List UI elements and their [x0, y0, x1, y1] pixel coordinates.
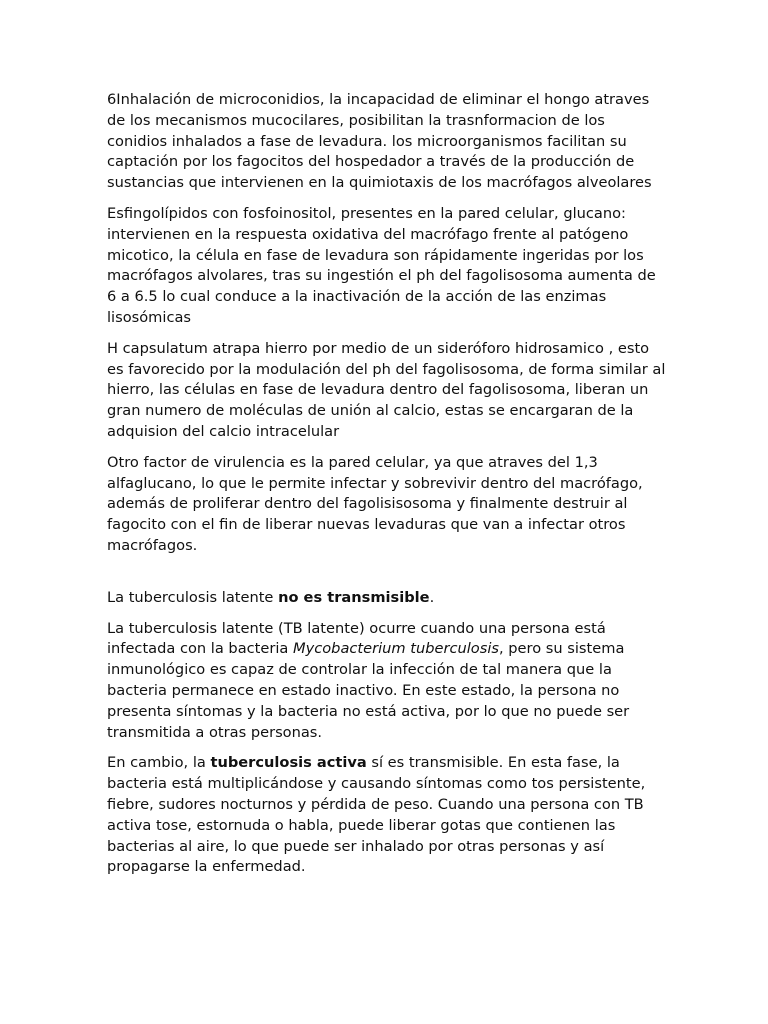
- active-tb-intro: En cambio, la: [107, 754, 211, 772]
- paragraph-cell-wall-virulence: Otro factor de virulencia es la pared celular, ya que atraves del 1,3 alfaglucano, lo que le permite infectar y sobrevivir dentro del macrófago, además de proliferar dentro del fagolisisosoma y finalmente destruir al fagocito con el fin de liberar nuevas levaduras que van a infectar otros macrófagos.: [107, 453, 643, 554]
- paragraph-histoplasma-inhalation: 6Inhalación de microconidios, la incapacidad de eliminar el hongo atraves de los mecanismos mucocilares, posibilitan la trasnformacion de los conidios inhalados a fase de levadura. los microorganismos facilitan su captación por los fagocitos del hospedador a través de la producción de sustancias que intervienen en la quimiotaxis de los macrófagos alveolares: [107, 91, 652, 192]
- active-tb-emphasis: tuberculosis activa: [210, 754, 367, 772]
- paragraph-sphingolipids: Esfingolípidos con fosfoinositol, presentes en la pared celular, glucano: intervienen en la respuesta oxidativa del macrófago frente al patógeno micotico, la célula en fase de levadura son rápidamente ingeridas por los macrófagos alvolares, tras su ingestión el ph del fagolisosoma aumenta de 6 a 6.5 lo cual conduce a la inactivación de la acción de las enzimas lisosómicas: [107, 204, 656, 326]
- paragraph-latent-tb-explanation: [107, 619, 667, 744]
- latent-tb-rest: , pero su sistema inmunológico es capaz de controlar la infección de tal manera que la bacteria permanece en estado inactivo. En este estado, la persona no presenta síntomas y la bacteria no está activa, por lo que no puede ser transmitida a otras personas.: [107, 640, 630, 741]
- bacteria-species-name: Mycobacterium tuberculosis: [293, 640, 500, 658]
- latent-tb-period: .: [429, 588, 435, 606]
- document-body: [107, 90, 667, 888]
- latent-tb-text: La tuberculosis latente: [107, 588, 279, 606]
- latent-tb-emphasis: no es transmisible: [278, 588, 430, 606]
- latent-tb-intro: La tuberculosis latente (TB latente) ocurre cuando una persona está infectada con la bacteria: [107, 619, 606, 658]
- paragraph-active-tb: [107, 753, 667, 878]
- active-tb-rest: sí es transmisible. En esta fase, la bacteria está multiplicándose y causando síntomas como tos persistente, fiebre, sudores nocturnos y pérdida de peso. Cuando una persona con TB activa tose, estornuda o habla, puede liberar gotas que contienen las bacterias al aire, lo que puede ser inhalado por otras personas y así propagarse la enfermedad.: [107, 754, 646, 876]
- paragraph-latent-tb-statement: [107, 588, 667, 609]
- paragraph-iron-siderophore: H capsulatum atrapa hierro por medio de un sideróforo hidrosamico , esto es favorecido por la modulación del ph del fagolisosoma, de forma similar al hierro, las células en fase de levadura dentro del fagolisosoma, liberan un gran numero de moléculas de unión al calcio, estas se encargaran de la adquision del calcio intracelular: [107, 339, 666, 440]
